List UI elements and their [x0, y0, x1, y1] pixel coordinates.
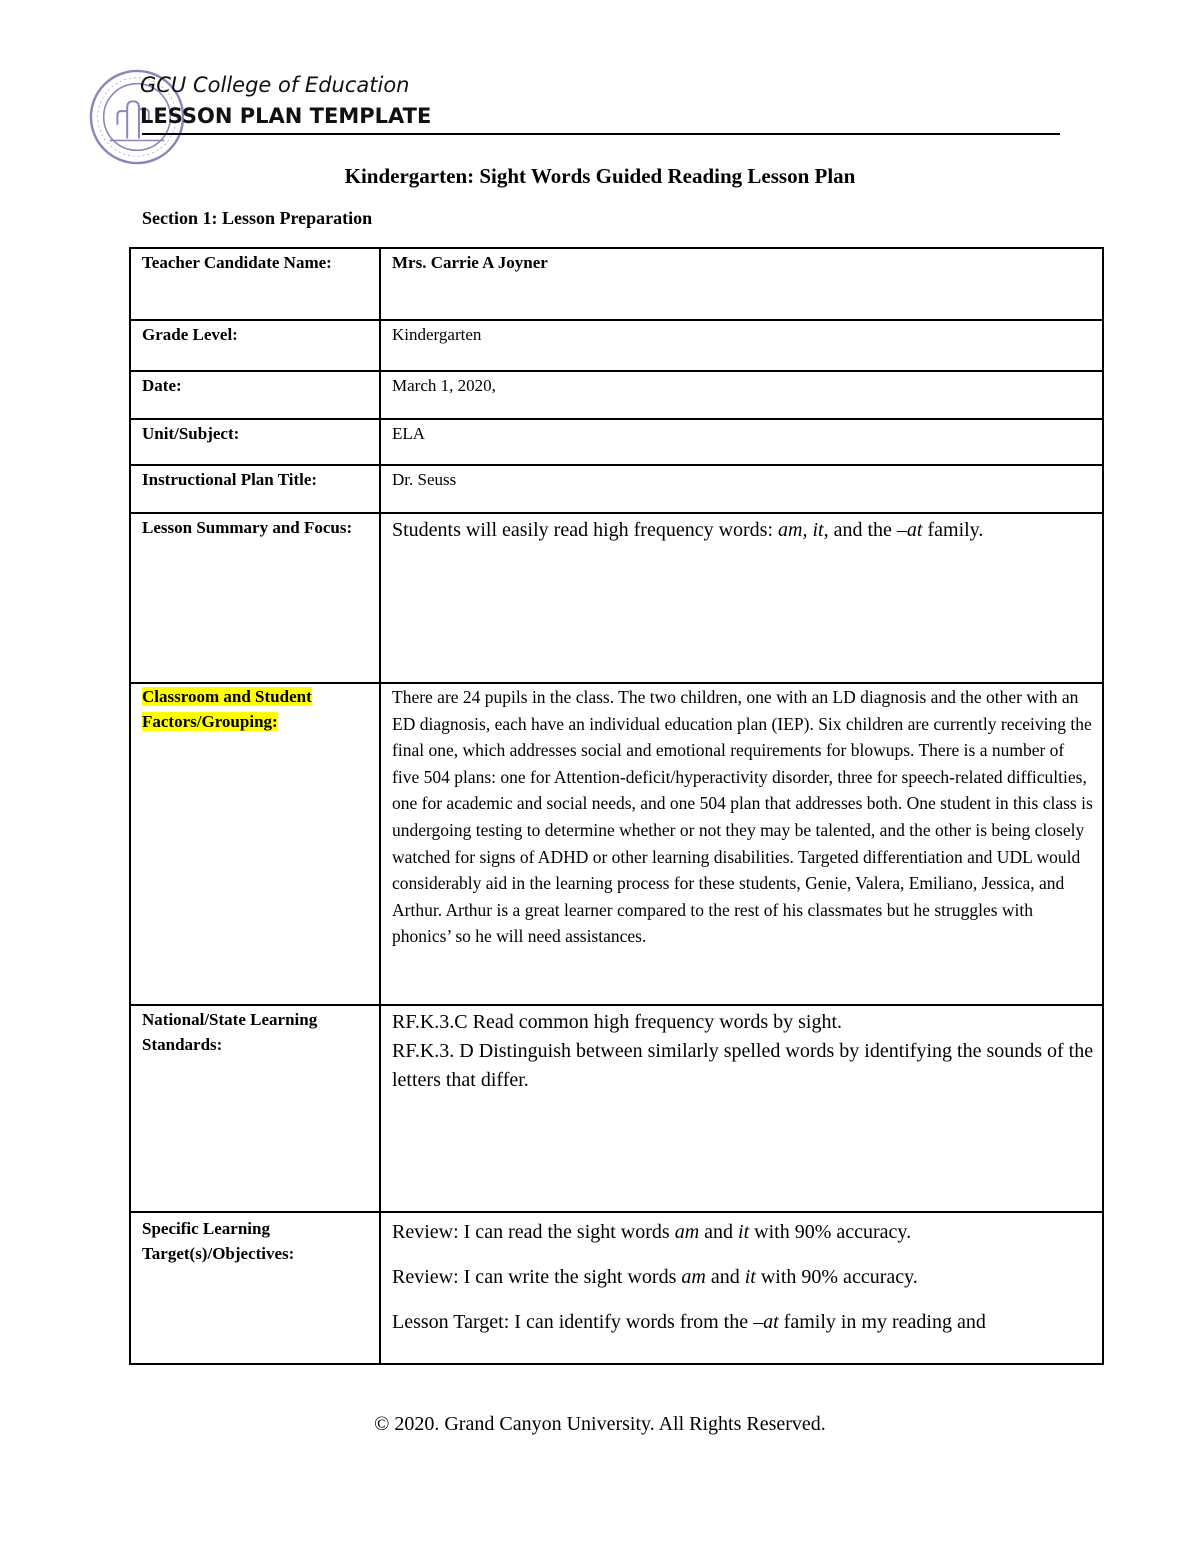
plan-title-label-cell	[130, 465, 380, 513]
objective-2-before: Review: I can write the sight words	[392, 1266, 682, 1288]
summary-text-after: family.	[922, 519, 984, 541]
table-row-standards	[130, 1005, 1103, 1212]
plan-title-value-cell	[380, 465, 1103, 513]
table-row-teacher	[130, 248, 1103, 320]
factors-label	[142, 684, 373, 734]
teacher-label-cell	[130, 248, 380, 320]
factors-label-highlight: Classroom and Student Factors/Grouping:	[142, 687, 312, 731]
table-row-plan-title	[130, 465, 1103, 513]
section-heading: Section 1: Lesson Preparation	[142, 208, 373, 228]
factors-value: There are 24 pupils in the class. The two children, one with an LD diagnosis and the other with an ED diagnosis, each have an individual education plan (IEP). Six children are currently receiving the final one, which addresses social and emotional requirements for blowups. There is a number of five 504 plans: one for Attention-deficit/hyperactivity disorder, three for speech-related difficulties, one for academic and social needs, and one 504 plan that addresses both. One student in this class is undergoing testing to determine whether or not they may be talented, and the other is being closely watched for signs of ADHD or other learning disabilities. Targeted differentiation and UDL would considerably aid in the learning process for these students, Genie, Valera, Emiliano, Jessica, and Arthur. Arthur is a great learner compared to the rest of his classmates but he struggles with phonics’ so he will need assistances.	[392, 687, 1093, 947]
copyright-footer: © 2020. Grand Canyon University. All Rights Reserved.	[374, 1413, 826, 1435]
plan-title-label: Instructional Plan Title:	[142, 470, 318, 489]
date-value: March 1, 2020,	[392, 376, 496, 395]
objectives-label: Specific Learning Target(s)/Objectives:	[142, 1219, 295, 1263]
factors-value-cell	[380, 683, 1103, 1005]
teacher-value-cell	[380, 248, 1103, 320]
document-header	[88, 68, 1060, 150]
objective-2-after: with 90% accuracy.	[755, 1266, 918, 1288]
table-row-factors	[130, 683, 1103, 1005]
objectives-label-cell	[130, 1212, 380, 1364]
date-value-cell	[380, 371, 1103, 419]
table-row-date	[130, 371, 1103, 419]
objective-item-2	[392, 1263, 1094, 1291]
unit-value-cell	[380, 419, 1103, 465]
unit-label: Unit/Subject:	[142, 424, 240, 443]
summary-text-middle: and the	[828, 519, 897, 541]
objective-1-emph-a: am	[674, 1221, 700, 1243]
objective-1-before: Review: I can read the sight words	[392, 1221, 675, 1243]
grade-value: Kindergarten	[392, 325, 482, 344]
objective-1-middle: and	[699, 1221, 739, 1243]
standards-value-cell	[380, 1005, 1103, 1212]
objective-1-emph-b: it	[738, 1221, 750, 1243]
objective-2-emph-b: it	[744, 1266, 756, 1288]
table-row-grade	[130, 320, 1103, 371]
objective-1-after: with 90% accuracy.	[749, 1221, 912, 1243]
date-label-cell	[130, 371, 380, 419]
standards-label: National/State Learning Standards:	[142, 1010, 318, 1054]
teacher-label: Teacher Candidate Name:	[142, 253, 332, 272]
objective-2-emph-a: am	[681, 1266, 706, 1288]
summary-label: Lesson Summary and Focus:	[142, 518, 353, 537]
teacher-value: Mrs. Carrie A Joyner	[392, 253, 548, 272]
objective-2-middle: and	[705, 1266, 745, 1288]
standards-line-1: RF.K.3.C Read common high frequency words by sight.	[392, 1011, 843, 1033]
template-title: LESSON PLAN TEMPLATE	[140, 104, 432, 128]
unit-label-cell	[130, 419, 380, 465]
grade-label: Grade Level:	[142, 325, 238, 344]
college-name: GCU College of Education	[140, 73, 410, 97]
table-row-objectives	[130, 1212, 1103, 1364]
objective-3-after: family in my reading and	[778, 1311, 986, 1333]
summary-emph-1: am, it,	[778, 519, 829, 541]
summary-label-cell	[130, 513, 380, 683]
date-label: Date:	[142, 376, 182, 395]
objective-item-1	[392, 1218, 1094, 1246]
standards-line-2: RF.K.3. D Distinguish between similarly spelled words by identifying the sounds of the letters that differ.	[392, 1040, 1094, 1091]
objectives-value-cell	[380, 1212, 1103, 1364]
grade-label-cell	[130, 320, 380, 371]
objective-3-before: Lesson Target: I can identify words from the	[392, 1311, 754, 1333]
objective-3-emph: –at	[753, 1311, 779, 1333]
summary-text-before: Students will easily read high frequency words:	[392, 519, 779, 541]
standards-label-cell	[130, 1005, 380, 1212]
summary-value-cell	[380, 513, 1103, 683]
unit-value: ELA	[392, 424, 426, 443]
table-row-summary	[130, 513, 1103, 683]
plan-title-value: Dr. Seuss	[392, 470, 457, 489]
summary-text	[392, 514, 1094, 545]
factors-label-cell	[130, 683, 380, 1005]
summary-emph-2: –at	[896, 519, 923, 541]
lesson-plan-table	[129, 247, 1104, 1365]
objective-item-3	[392, 1308, 1094, 1336]
grade-value-cell	[380, 320, 1103, 371]
table-row-unit	[130, 419, 1103, 465]
document-title: Kindergarten: Sight Words Guided Reading Lesson Plan	[344, 164, 856, 188]
header-divider	[142, 133, 1060, 135]
